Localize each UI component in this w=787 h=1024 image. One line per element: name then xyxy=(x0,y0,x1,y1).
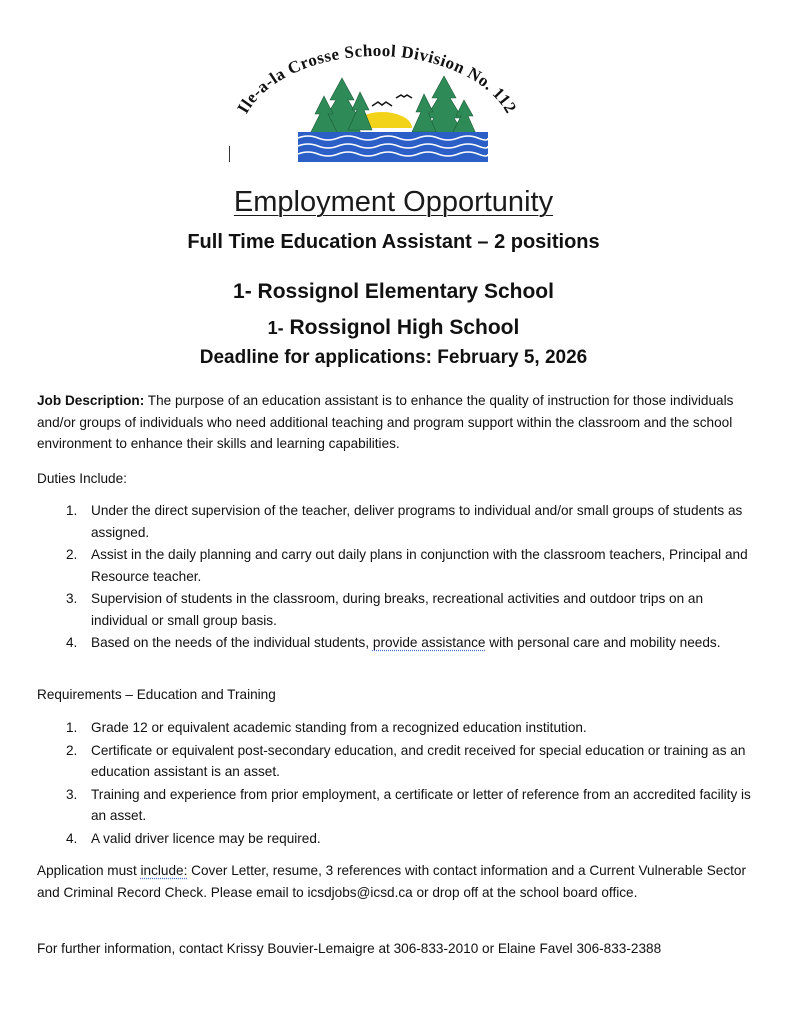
job-description-label: Job Description: xyxy=(37,393,145,408)
list-text: Supervision of students in the classroom, during breaks, recreational activities and outdoor trips on an individual or small group basis. xyxy=(91,591,704,628)
job-description xyxy=(37,390,753,455)
application-after: Cover Letter, resume, 3 references with contact information and a Current Vulnerable Sector and Criminal Record Check. Please email to icsdjobs@icsd.ca or drop off at the school board office. xyxy=(37,863,747,900)
list-text: Grade 12 or equivalent academic standing from a recognized education institution. xyxy=(91,720,587,735)
list-item xyxy=(37,632,753,654)
school-high-name: Rossignol High School xyxy=(283,316,520,339)
list-number: 1. xyxy=(66,503,78,518)
list-text-before: Based on the needs of the individual students, xyxy=(91,635,373,650)
bird-icon xyxy=(372,102,392,106)
list-number: 3. xyxy=(66,786,78,802)
deadline: Deadline for applications: February 5, 2026 xyxy=(199,347,588,368)
list-number: 4. xyxy=(66,830,78,846)
list-text: Certificate or equivalent post-secondary education, and credit received for special education or training as an education assistant is an asset. xyxy=(91,742,746,779)
svg-text:Ile-a-la Crosse School Divisio xyxy=(233,41,520,117)
requirements-heading: Requirements – Education and Training xyxy=(37,687,276,702)
position-subtitle: Full Time Education Assistant – 2 positions xyxy=(187,231,600,253)
list-item xyxy=(37,828,753,850)
duties-heading: Duties Include: xyxy=(37,471,127,486)
school-high-number: 1- xyxy=(267,318,284,338)
list-number: 2. xyxy=(66,547,78,562)
list-item xyxy=(37,500,753,543)
list-item xyxy=(37,588,753,631)
list-item xyxy=(37,717,753,739)
list-number: 3. xyxy=(66,591,78,606)
school-high xyxy=(0,316,787,340)
list-text: Assist in the daily planning and carry out daily plans in conjunction with the classroom teachers, Principal and Resource teacher. xyxy=(91,547,748,584)
list-item xyxy=(37,740,753,783)
list-text-after: with personal care and mobility needs. xyxy=(485,635,721,650)
list-text: Under the direct supervision of the teacher, deliver programs to individual and/or small groups of students as assigned. xyxy=(91,503,743,540)
list-item xyxy=(37,784,753,827)
tree-icon xyxy=(310,78,372,140)
text-cursor xyxy=(229,146,230,162)
contact-info: For further information, contact Krissy Bouvier-Lemaigre at 306-833-2010 or Elaine Favel 306-833-2388 xyxy=(37,941,662,956)
water-icon xyxy=(298,132,488,162)
spellcheck-mark: provide assistance xyxy=(372,635,486,650)
list-number: 1. xyxy=(66,720,78,735)
logo-arc-text: Ile-a-la Crosse School Division No. 112 xyxy=(233,40,521,117)
requirements-list xyxy=(37,717,753,850)
list-number: 2. xyxy=(66,742,78,758)
school-division-logo xyxy=(212,40,542,170)
tree-icon xyxy=(412,76,476,140)
list-text: Training and experience from prior employment, a certificate or letter of reference from an accredited facility is an asset. xyxy=(91,786,751,823)
application-instructions xyxy=(37,860,753,903)
school-elementary: 1- Rossignol Elementary School xyxy=(233,280,554,303)
job-description-text: The purpose of an education assistant is to enhance the quality of instruction for those individuals and/or groups of individuals who need additional teaching and program support within the classroom and the school environment to enhance their skills and learning capabilities. xyxy=(37,393,734,451)
application-before: Application must xyxy=(37,863,141,878)
duties-list xyxy=(37,500,753,655)
list-number: 4. xyxy=(66,635,78,650)
bird-icon xyxy=(396,95,412,98)
page-title: Employment Opportunity xyxy=(233,186,554,218)
list-text: A valid driver licence may be required. xyxy=(91,830,321,846)
list-item xyxy=(37,544,753,587)
spellcheck-mark: include: xyxy=(140,863,188,878)
